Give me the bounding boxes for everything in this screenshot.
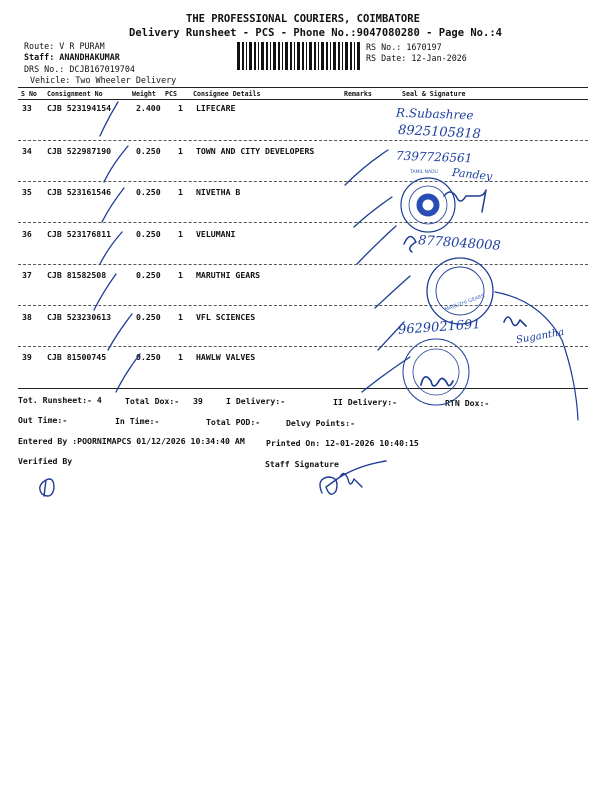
row-pcs: 1 [178,312,183,322]
col-consignee: Consignee Details [193,90,261,98]
tick-mark [100,232,122,264]
row-pcs: 1 [178,187,183,197]
round-seal-text: TAMIL NADU [410,170,438,175]
vehicle-text: Vehicle: Two Wheeler Delivery [30,75,177,85]
row-pcs: 1 [178,270,183,280]
row-consignee: HAWLW VALVES [196,352,256,362]
rtn-dox: RTN Dox:- [445,398,490,408]
company-title: THE PROFESSIONAL COURIERS, COIMBATORE [186,13,420,25]
row-weight: 0.250 [136,352,161,362]
verified-by-label: Verified By [18,456,73,466]
row-consignment: CJB 81582508 [47,270,107,280]
handwritten-phone-row36: 8778048008 [417,233,502,254]
rs-number: RS No.: 1670197 [366,42,442,52]
delvy-points: Delvy Points:- [286,418,356,428]
row-sno: 35 [22,187,32,197]
col-sno: S No [21,90,37,98]
rs-date: RS Date: 12-Jan-2026 [366,53,467,63]
col-remarks: Remarks [344,90,372,98]
row-sno: 34 [22,146,32,156]
row-consignee: NIVETHA B [196,187,241,197]
row-consignee: VELUMANI [196,229,236,239]
i-delivery: I Delivery:- [226,396,286,406]
tick-mark [108,314,132,350]
row-pcs: 1 [178,352,183,362]
total-dox-label: Total Dox:- [125,396,180,406]
row-sno: 37 [22,270,32,280]
row-pcs: 1 [178,103,183,113]
tick-mark [100,102,118,136]
handwritten-name-row34: Pandey [451,165,493,184]
verifier-signature [40,479,54,496]
row-consignment: CJB 522987190 [47,146,112,156]
slash-mark [357,226,396,264]
in-time: In Time:- [115,416,160,426]
row-consignee: TOWN AND CITY DEVELOPERS [196,146,315,156]
ii-delivery: II Delivery:- [333,397,398,407]
route-text: Route: V R PURAM [24,41,105,51]
slash-mark [375,276,410,308]
faint-stamp-icon [403,339,469,405]
staff-text: Staff: ANANDHAKUMAR [24,52,120,62]
row-weight: 0.250 [136,229,161,239]
row-sno: 36 [22,229,32,239]
tick-mark [94,274,116,310]
runsheet-subtitle: Delivery Runsheet - PCS - Phone No.:9047080280 - Page No.:4 [129,27,502,39]
handwritten-phone-row38: 9629021691 [397,317,482,338]
row-consignment: CJB 523230613 [47,312,112,322]
row-weight: 2.400 [136,103,161,113]
round-stamp-icon [401,178,455,232]
tick-mark [116,354,140,392]
maruthi-seal-text: MARUTHI GEARS [444,293,486,313]
out-time: Out Time:- [18,415,68,425]
col-consignment: Consignment No [47,90,103,98]
row-consignment: CJB 81500745 [47,352,107,362]
total-dox-value: 39 [193,396,203,406]
row-pcs: 1 [178,146,183,156]
row-weight: 0.250 [136,312,161,322]
drs-number: DRS No.: DCJB167019704 [24,64,135,74]
col-weight: Weight [132,90,156,98]
row-sno: 33 [22,103,32,113]
col-pcs: PCS [165,90,177,98]
tick-mark [102,188,124,222]
row-sno: 39 [22,352,32,362]
signature-scribble [504,317,526,326]
staff-signature-label: Staff Signature [265,459,339,469]
tick-mark [104,146,128,182]
row-consignee: LIFECARE [196,103,236,113]
slash-mark [345,150,388,185]
row-consignee: MARUTHI GEARS [196,270,261,280]
row-pcs: 1 [178,229,183,239]
tot-runsheet: Tot. Runsheet:- 4 [18,395,102,405]
printed-on: Printed On: 12-01-2026 10:40:15 [266,438,419,448]
handwritten-phone-row33: 8925105818 [397,122,482,143]
row-weight: 0.250 [136,187,161,197]
signature-scribble [421,377,453,386]
row-consignment: CJB 523176811 [47,229,112,239]
signature-scribble [404,236,416,252]
entered-by: Entered By :POORNIMAPCS 01/12/2026 10:34:40 AM [18,436,245,446]
slash-mark [354,197,392,227]
maruthi-seal-icon [427,258,493,324]
handwritten-name-row33: R.Subashree [395,105,474,123]
handwritten-name-row38: Sugantha [515,326,566,347]
col-seal-signature: Seal & Signature [402,90,466,98]
signature-scribble [444,190,486,212]
curve-line [495,292,578,420]
row-consignee: VFL SCIENCES [196,312,256,322]
row-consignment: CJB 523194154 [47,103,112,113]
slash-mark [378,322,404,350]
row-weight: 0.250 [136,146,161,156]
total-pod: Total POD:- [206,417,261,427]
row-consignment: CJB 523161546 [47,187,112,197]
staff-signature-mark [320,461,386,494]
handwritten-phone-row34: 7397726561 [395,148,473,166]
row-sno: 38 [22,312,32,322]
row-weight: 0.250 [136,270,161,280]
